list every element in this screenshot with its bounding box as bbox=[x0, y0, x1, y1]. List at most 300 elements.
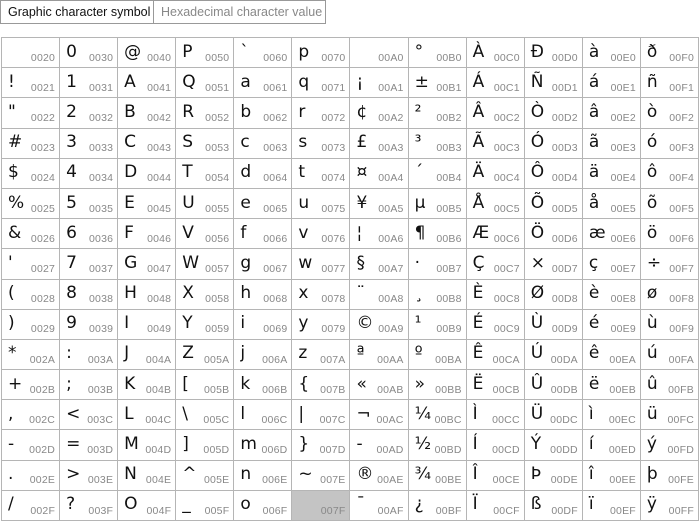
char-glyph: H bbox=[124, 283, 137, 304]
char-hex-code: 003A bbox=[87, 353, 114, 366]
char-cell bbox=[118, 38, 176, 68]
char-cell bbox=[467, 98, 525, 128]
char-glyph: ! bbox=[8, 71, 15, 92]
char-cell bbox=[234, 461, 292, 491]
char-cell bbox=[583, 38, 641, 68]
char-hex-code: 0025 bbox=[30, 202, 56, 215]
char-cell bbox=[467, 280, 525, 310]
char-cell bbox=[641, 68, 699, 98]
char-cell bbox=[118, 249, 176, 279]
char-cell bbox=[176, 461, 234, 491]
char-cell bbox=[118, 98, 176, 128]
char-cell bbox=[292, 38, 350, 68]
char-glyph: Ì bbox=[472, 404, 478, 425]
char-hex-code: 0068 bbox=[263, 293, 288, 306]
char-cell bbox=[234, 249, 292, 279]
char-glyph: \ bbox=[182, 404, 188, 425]
char-cell bbox=[583, 340, 641, 370]
char-cell bbox=[234, 340, 292, 370]
char-glyph: ï bbox=[588, 494, 594, 515]
char-hex-code: 005D bbox=[203, 444, 230, 457]
char-cell bbox=[60, 310, 118, 340]
char-hex-code: 006F bbox=[262, 504, 288, 517]
char-glyph: j bbox=[240, 343, 246, 364]
char-cell bbox=[60, 159, 118, 189]
char-hex-code: 00D3 bbox=[551, 142, 578, 155]
char-cell bbox=[525, 189, 583, 219]
char-cell bbox=[2, 280, 60, 310]
char-hex-code: 005B bbox=[204, 383, 230, 396]
char-cell bbox=[2, 340, 60, 370]
char-glyph: l bbox=[240, 404, 246, 425]
char-glyph: O bbox=[124, 494, 138, 515]
char-cell bbox=[176, 340, 234, 370]
char-glyph: _ bbox=[182, 494, 191, 515]
char-hex-code: 0060 bbox=[263, 51, 288, 64]
char-hex-code: 00F8 bbox=[669, 293, 694, 306]
char-cell bbox=[409, 189, 467, 219]
char-glyph: G bbox=[124, 253, 138, 274]
char-glyph: N bbox=[124, 464, 137, 485]
char-cell bbox=[525, 370, 583, 400]
char-hex-code: 007F bbox=[320, 504, 346, 517]
char-cell bbox=[2, 219, 60, 249]
char-cell bbox=[641, 491, 699, 521]
char-cell bbox=[350, 400, 408, 430]
char-hex-code: 00BD bbox=[434, 444, 462, 457]
char-glyph: V bbox=[182, 222, 194, 243]
char-glyph: ¬ bbox=[356, 404, 371, 425]
char-glyph: ¨ bbox=[356, 283, 365, 304]
char-hex-code: 00F6 bbox=[669, 232, 694, 245]
char-hex-code: 00F5 bbox=[669, 202, 694, 215]
char-glyph: Ö bbox=[530, 222, 545, 243]
char-glyph: Ø bbox=[530, 283, 545, 304]
char-cell bbox=[234, 280, 292, 310]
char-glyph: A bbox=[124, 71, 136, 92]
char-cell bbox=[583, 249, 641, 279]
char-cell bbox=[176, 249, 234, 279]
char-hex-code: 0054 bbox=[205, 172, 230, 185]
char-glyph: v bbox=[298, 222, 309, 243]
char-cell bbox=[525, 129, 583, 159]
char-cell bbox=[2, 68, 60, 98]
char-glyph: % bbox=[8, 192, 25, 213]
char-cell bbox=[292, 370, 350, 400]
char-cell bbox=[350, 98, 408, 128]
char-cell bbox=[2, 159, 60, 189]
char-glyph: F bbox=[124, 222, 134, 243]
char-hex-code: 00C4 bbox=[493, 172, 520, 185]
char-cell bbox=[2, 310, 60, 340]
char-cell bbox=[2, 189, 60, 219]
char-cell bbox=[525, 340, 583, 370]
char-glyph: © bbox=[356, 313, 374, 334]
char-cell bbox=[641, 159, 699, 189]
char-glyph: ó bbox=[646, 132, 658, 153]
char-cell bbox=[176, 219, 234, 249]
char-hex-code: 0073 bbox=[321, 142, 346, 155]
char-cell bbox=[292, 280, 350, 310]
char-hex-code: 0029 bbox=[30, 323, 56, 336]
char-cell bbox=[350, 129, 408, 159]
char-cell bbox=[234, 310, 292, 340]
char-hex-code: 007C bbox=[319, 413, 346, 426]
char-cell bbox=[176, 491, 234, 521]
char-hex-code: 00C5 bbox=[493, 202, 520, 215]
char-cell bbox=[292, 491, 350, 521]
char-hex-code: 00F2 bbox=[669, 112, 694, 125]
char-cell bbox=[641, 249, 699, 279]
char-glyph: è bbox=[588, 283, 600, 304]
char-glyph: ü bbox=[646, 404, 658, 425]
char-cell bbox=[292, 340, 350, 370]
char-hex-code: 00E0 bbox=[610, 51, 636, 64]
char-glyph: × bbox=[530, 253, 545, 274]
char-cell bbox=[641, 340, 699, 370]
char-cell bbox=[467, 310, 525, 340]
char-hex-code: 00EE bbox=[609, 474, 636, 487]
char-glyph: ª bbox=[356, 343, 365, 364]
char-hex-code: 002C bbox=[29, 413, 56, 426]
char-hex-code: 005C bbox=[203, 413, 230, 426]
char-cell bbox=[467, 68, 525, 98]
char-hex-code: 00BB bbox=[435, 383, 462, 396]
char-hex-code: 0034 bbox=[88, 172, 114, 185]
char-cell bbox=[467, 129, 525, 159]
char-cell bbox=[409, 68, 467, 98]
char-cell bbox=[409, 129, 467, 159]
char-hex-code: 00F3 bbox=[669, 142, 694, 155]
char-cell bbox=[525, 461, 583, 491]
char-glyph: ¹ bbox=[414, 313, 422, 334]
char-cell bbox=[641, 129, 699, 159]
char-glyph: ÷ bbox=[646, 253, 662, 274]
char-glyph: Þ bbox=[530, 464, 542, 485]
char-hex-code: 0052 bbox=[205, 112, 230, 125]
char-cell bbox=[2, 98, 60, 128]
char-hex-code: 00BC bbox=[434, 413, 462, 426]
char-glyph: ± bbox=[414, 71, 429, 92]
char-hex-code: 0043 bbox=[147, 142, 172, 155]
char-cell bbox=[234, 400, 292, 430]
char-hex-code: 00DF bbox=[551, 504, 578, 517]
char-cell bbox=[234, 98, 292, 128]
char-glyph: õ bbox=[646, 192, 658, 213]
char-glyph: Ê bbox=[472, 343, 484, 364]
char-hex-code: 00E1 bbox=[610, 81, 636, 94]
char-glyph: Ã bbox=[472, 132, 485, 153]
char-glyph: Ó bbox=[530, 132, 545, 153]
char-hex-code: 00E3 bbox=[610, 142, 636, 155]
char-cell bbox=[234, 38, 292, 68]
char-cell bbox=[234, 219, 292, 249]
char-cell bbox=[2, 461, 60, 491]
char-cell bbox=[234, 370, 292, 400]
char-glyph: Ð bbox=[530, 41, 544, 62]
char-cell bbox=[467, 430, 525, 460]
char-cell bbox=[641, 189, 699, 219]
char-hex-code: 00B8 bbox=[436, 293, 462, 306]
char-cell bbox=[583, 280, 641, 310]
char-hex-code: 0070 bbox=[321, 51, 346, 64]
char-glyph: 3 bbox=[66, 132, 77, 153]
char-cell bbox=[641, 370, 699, 400]
char-glyph: ¼ bbox=[414, 404, 432, 425]
char-hex-code: 00C1 bbox=[493, 81, 520, 94]
char-cell bbox=[409, 461, 467, 491]
char-hex-code: 0064 bbox=[263, 172, 288, 185]
char-glyph: # bbox=[8, 132, 23, 153]
char-cell bbox=[292, 249, 350, 279]
char-glyph: , bbox=[8, 404, 14, 425]
char-glyph: 8 bbox=[66, 283, 77, 304]
char-hex-code: 0028 bbox=[30, 293, 56, 306]
char-hex-code: 0023 bbox=[30, 142, 56, 155]
char-cell bbox=[350, 491, 408, 521]
char-hex-code: 0071 bbox=[321, 81, 346, 94]
char-hex-code: 0045 bbox=[147, 202, 172, 215]
char-hex-code: 0030 bbox=[88, 51, 114, 64]
char-glyph: ( bbox=[8, 283, 15, 304]
char-hex-code: 00A2 bbox=[378, 112, 404, 125]
char-cell bbox=[2, 370, 60, 400]
char-glyph: a bbox=[240, 71, 251, 92]
char-hex-code: 00EF bbox=[610, 504, 636, 517]
char-cell bbox=[350, 340, 408, 370]
char-glyph: Á bbox=[472, 71, 485, 92]
char-hex-code: 00E2 bbox=[610, 112, 636, 125]
char-hex-code: 00A0 bbox=[378, 51, 404, 64]
char-hex-code: 0051 bbox=[205, 81, 230, 94]
char-cell bbox=[350, 219, 408, 249]
char-glyph: æ bbox=[588, 222, 606, 243]
char-hex-code: 00E9 bbox=[610, 323, 636, 336]
char-cell bbox=[583, 219, 641, 249]
char-cell bbox=[292, 68, 350, 98]
char-glyph: ¡ bbox=[356, 71, 364, 92]
char-glyph: - bbox=[356, 434, 363, 455]
char-cell bbox=[118, 159, 176, 189]
char-hex-code: 004C bbox=[145, 413, 172, 426]
char-hex-code: 00A3 bbox=[378, 142, 404, 155]
char-cell bbox=[176, 430, 234, 460]
char-hex-code: 0075 bbox=[321, 202, 346, 215]
char-glyph: Í bbox=[472, 434, 478, 455]
char-hex-code: 0072 bbox=[321, 112, 346, 125]
char-cell bbox=[118, 219, 176, 249]
char-hex-code: 002B bbox=[29, 383, 56, 396]
char-glyph: C bbox=[124, 132, 137, 153]
char-hex-code: 003E bbox=[87, 474, 114, 487]
char-cell bbox=[60, 430, 118, 460]
char-hex-code: 00A6 bbox=[378, 232, 404, 245]
char-hex-code: 0053 bbox=[205, 142, 230, 155]
char-glyph: ; bbox=[66, 373, 72, 394]
char-cell bbox=[467, 461, 525, 491]
char-cell bbox=[118, 280, 176, 310]
char-cell bbox=[2, 430, 60, 460]
char-glyph: t bbox=[298, 162, 306, 183]
char-hex-code: 0066 bbox=[263, 232, 288, 245]
char-hex-code: 00FA bbox=[668, 353, 694, 366]
char-glyph: Ò bbox=[530, 102, 545, 123]
char-cell bbox=[409, 249, 467, 279]
character-table bbox=[1, 37, 699, 521]
char-hex-code: 00DD bbox=[550, 444, 578, 457]
char-hex-code: 0055 bbox=[205, 202, 230, 215]
char-glyph: . bbox=[8, 464, 14, 485]
char-hex-code: 005F bbox=[204, 504, 230, 517]
char-hex-code: 00C7 bbox=[493, 263, 520, 275]
char-glyph: Ç bbox=[472, 253, 485, 274]
char-glyph: B bbox=[124, 102, 136, 123]
char-hex-code: 0067 bbox=[263, 263, 288, 275]
char-glyph: ' bbox=[8, 253, 13, 274]
char-hex-code: 00E5 bbox=[610, 202, 636, 215]
char-hex-code: 0036 bbox=[88, 232, 114, 245]
char-glyph: 9 bbox=[66, 313, 77, 334]
char-cell bbox=[409, 98, 467, 128]
char-cell bbox=[467, 370, 525, 400]
char-cell bbox=[350, 38, 408, 68]
char-hex-code: 0040 bbox=[147, 51, 172, 64]
char-hex-code: 00FC bbox=[667, 413, 694, 426]
char-glyph: ? bbox=[66, 494, 76, 515]
char-glyph: ì bbox=[588, 404, 594, 425]
char-hex-code: 00A8 bbox=[378, 293, 404, 306]
char-cell bbox=[467, 400, 525, 430]
char-glyph: c bbox=[240, 132, 250, 153]
char-cell bbox=[583, 159, 641, 189]
char-hex-code: 00F0 bbox=[669, 51, 694, 64]
char-glyph: g bbox=[240, 253, 252, 274]
char-hex-code: 00B6 bbox=[436, 232, 462, 245]
char-glyph: = bbox=[66, 434, 81, 455]
char-glyph: ) bbox=[8, 313, 15, 334]
char-glyph: p bbox=[298, 41, 310, 62]
char-cell bbox=[60, 491, 118, 521]
char-hex-code: 00B5 bbox=[436, 202, 462, 215]
char-hex-code: 007B bbox=[320, 383, 346, 396]
char-hex-code: 00ED bbox=[608, 444, 636, 457]
char-glyph: x bbox=[298, 283, 309, 304]
char-glyph: { bbox=[298, 373, 310, 394]
char-hex-code: 00B0 bbox=[436, 51, 462, 64]
char-hex-code: 004B bbox=[145, 383, 172, 396]
char-glyph: " bbox=[8, 102, 16, 123]
char-glyph: 2 bbox=[66, 102, 77, 123]
char-glyph: L bbox=[124, 404, 134, 425]
char-glyph: Î bbox=[472, 464, 478, 485]
char-glyph: ´ bbox=[414, 162, 424, 183]
char-hex-code: 00A7 bbox=[378, 263, 404, 275]
char-hex-code: 0042 bbox=[147, 112, 172, 125]
char-cell bbox=[641, 98, 699, 128]
char-glyph: ë bbox=[588, 373, 600, 394]
char-glyph: M bbox=[124, 434, 139, 455]
char-hex-code: 00B4 bbox=[436, 172, 462, 185]
char-cell bbox=[118, 340, 176, 370]
char-cell bbox=[60, 340, 118, 370]
char-hex-code: 0044 bbox=[147, 172, 172, 185]
char-glyph: « bbox=[356, 373, 367, 394]
char-cell bbox=[583, 400, 641, 430]
char-hex-code: 005A bbox=[204, 353, 230, 366]
char-glyph: ¢ bbox=[356, 102, 368, 123]
char-glyph: d bbox=[240, 162, 252, 183]
char-glyph: Ä bbox=[472, 162, 485, 183]
char-cell bbox=[60, 38, 118, 68]
char-glyph: » bbox=[414, 373, 425, 394]
char-cell bbox=[350, 68, 408, 98]
char-glyph: 6 bbox=[66, 222, 77, 243]
char-hex-code: 004A bbox=[145, 353, 172, 366]
char-hex-code: 00DA bbox=[550, 353, 578, 366]
char-cell bbox=[525, 430, 583, 460]
char-cell bbox=[525, 400, 583, 430]
char-glyph: À bbox=[472, 41, 485, 62]
char-glyph: É bbox=[472, 313, 484, 334]
char-cell bbox=[641, 400, 699, 430]
char-cell bbox=[583, 129, 641, 159]
char-glyph: 4 bbox=[66, 162, 77, 183]
char-hex-code: 00FD bbox=[667, 444, 694, 457]
char-cell bbox=[292, 189, 350, 219]
char-glyph: ã bbox=[588, 132, 600, 153]
char-hex-code: 0059 bbox=[205, 323, 230, 336]
char-hex-code: 00BE bbox=[435, 474, 462, 487]
char-cell bbox=[2, 491, 60, 521]
char-glyph: ý bbox=[646, 434, 657, 455]
char-hex-code: 0027 bbox=[30, 263, 56, 275]
char-cell bbox=[2, 400, 60, 430]
char-cell bbox=[292, 400, 350, 430]
char-glyph: W bbox=[182, 253, 200, 274]
char-hex-code: 00BF bbox=[435, 504, 462, 517]
char-cell bbox=[525, 98, 583, 128]
char-cell bbox=[641, 310, 699, 340]
char-hex-code: 007D bbox=[319, 444, 346, 457]
char-cell bbox=[234, 189, 292, 219]
char-hex-code: 0079 bbox=[321, 323, 346, 336]
char-hex-code: 002D bbox=[29, 444, 56, 457]
char-hex-code: 0048 bbox=[147, 293, 172, 306]
char-glyph: o bbox=[240, 494, 251, 515]
char-cell bbox=[467, 249, 525, 279]
char-glyph: ñ bbox=[646, 71, 658, 92]
char-glyph: P bbox=[182, 41, 193, 62]
char-hex-code: 00A9 bbox=[378, 323, 404, 336]
char-glyph: Û bbox=[530, 373, 544, 394]
char-cell bbox=[525, 219, 583, 249]
char-cell bbox=[234, 430, 292, 460]
char-glyph: ~ bbox=[298, 464, 313, 485]
char-hex-code: 0041 bbox=[147, 81, 172, 94]
char-glyph: - bbox=[8, 434, 15, 455]
char-glyph: n bbox=[240, 464, 252, 485]
char-glyph: Ô bbox=[530, 162, 545, 183]
char-glyph: / bbox=[8, 494, 14, 515]
char-glyph: ø bbox=[646, 283, 658, 304]
char-hex-code: 0062 bbox=[263, 112, 288, 125]
char-hex-code: 00DB bbox=[550, 383, 578, 396]
char-glyph: m bbox=[240, 434, 257, 455]
char-hex-code: 00A4 bbox=[378, 172, 404, 185]
char-hex-code: 00D9 bbox=[551, 323, 578, 336]
char-glyph: ¸ bbox=[414, 283, 424, 304]
char-hex-code: 00C6 bbox=[493, 232, 520, 245]
